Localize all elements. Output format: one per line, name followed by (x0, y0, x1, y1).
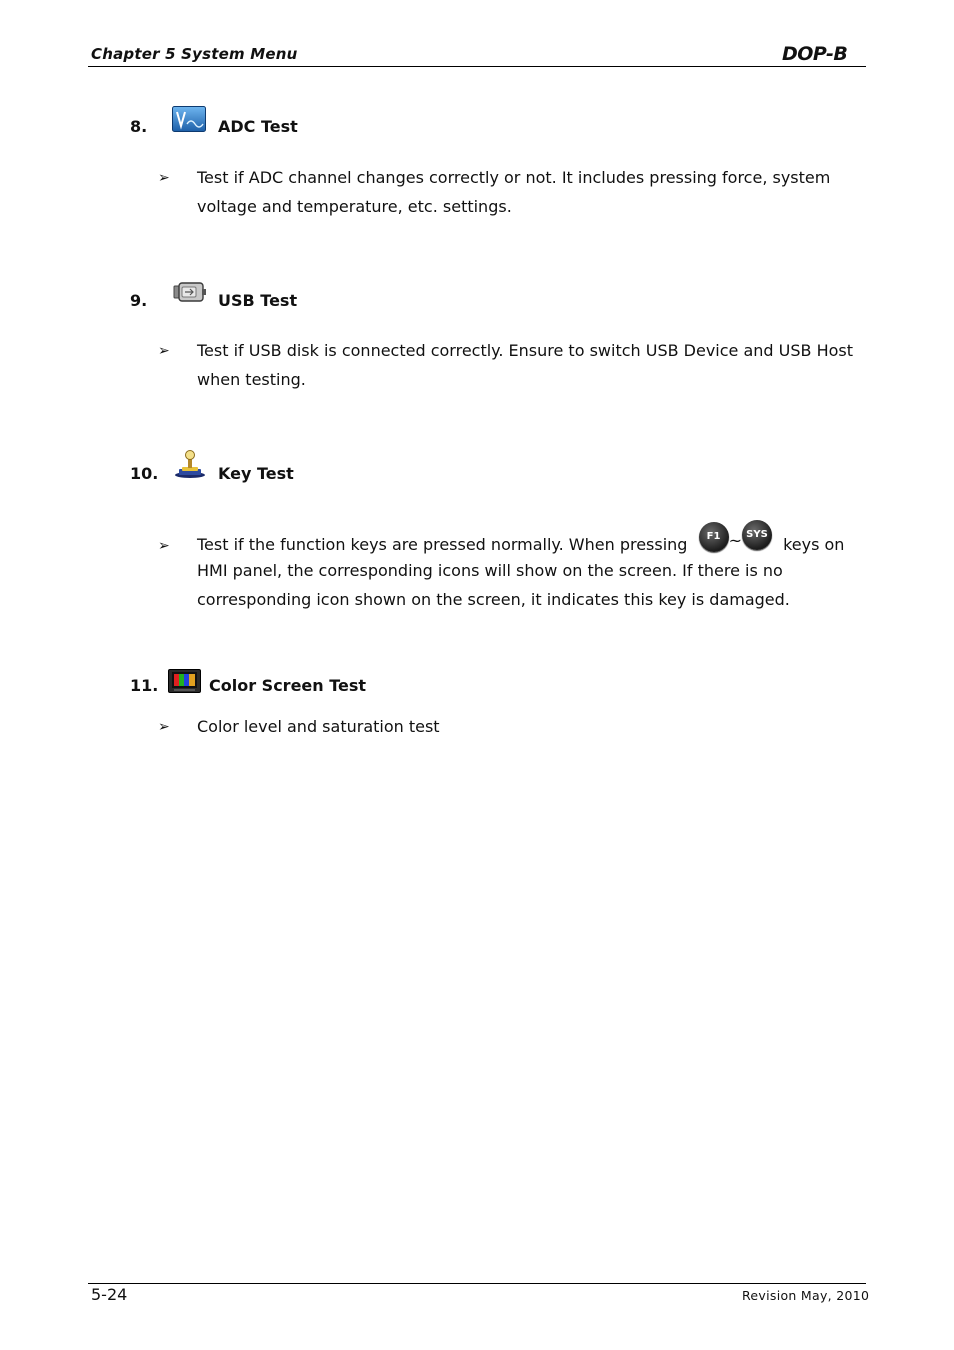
sys-key-icon: SYS (742, 520, 772, 550)
color-screen-icon (168, 669, 201, 697)
bullet-arrow-icon: ➢ (158, 343, 170, 359)
key-test-description (197, 520, 867, 614)
key-range-tilde: ~ (728, 531, 742, 550)
text-segment: Test if the function keys are pressed normally. When pressing (197, 535, 688, 554)
section-title-adc-test: ADC Test (218, 117, 298, 136)
usb-drive-icon (173, 281, 207, 309)
header-rule (88, 66, 866, 67)
bullet-arrow-icon: ➢ (158, 719, 170, 735)
adc-description (197, 163, 867, 221)
text-line: Test if USB disk is connected correctly. Ensure to switch USB Device and USB Host (197, 341, 854, 360)
text-line-with-keys (197, 520, 867, 556)
section-number: 8. (130, 117, 148, 136)
section-title-usb-test: USB Test (218, 291, 298, 310)
section-number: 10. (130, 464, 159, 483)
text-line: Test if ADC channel changes correctly or not. It includes pressing force, system (197, 168, 831, 187)
revision-date: Revision May, 2010 (742, 1288, 870, 1303)
section-number: 11. (130, 676, 159, 695)
bullet-arrow-icon: ➢ (158, 170, 170, 186)
text-line: voltage and temperature, etc. settings. (197, 197, 512, 216)
text-line: Color level and saturation test (197, 717, 440, 736)
text-line: corresponding icon shown on the screen, it indicates this key is damaged. (197, 590, 790, 609)
section-title-key-test: Key Test (218, 464, 294, 483)
usb-description (197, 336, 867, 394)
bullet-arrow-icon: ➢ (158, 538, 170, 554)
f1-key-icon: F1 (699, 522, 729, 552)
footer-rule (88, 1283, 866, 1284)
page-number: 5-24 (91, 1285, 128, 1304)
section-number: 9. (130, 291, 148, 310)
text-segment: keys on (783, 535, 845, 554)
section-title-color-screen-test: Color Screen Test (209, 676, 367, 695)
text-line: HMI panel, the corresponding icons will show on the screen. If there is no (197, 561, 783, 580)
adc-test-icon (172, 106, 206, 136)
dop-b-logo: DOP-B (782, 43, 848, 65)
text-line: when testing. (197, 370, 306, 389)
chapter-title: Chapter 5 System Menu (91, 45, 298, 63)
joystick-icon (173, 449, 207, 483)
color-screen-description (197, 712, 867, 741)
